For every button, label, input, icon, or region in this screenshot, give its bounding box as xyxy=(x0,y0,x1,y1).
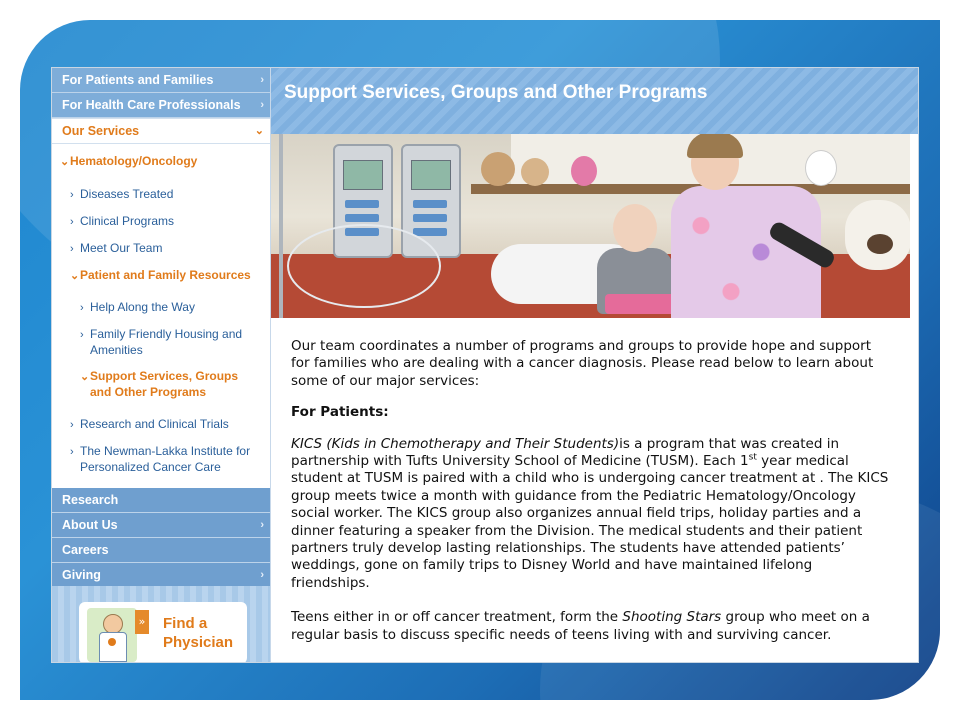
find-a-physician-promo xyxy=(52,586,270,662)
chevron-right-icon: › xyxy=(80,302,84,314)
nav-label: Our Services xyxy=(62,124,140,138)
kics-program-name: KICS (Kids in Chemotherapy and Their Students) xyxy=(291,435,620,452)
nav-bottom-group xyxy=(52,488,270,588)
nav-label: Hematology/Oncology xyxy=(70,154,198,168)
ordinal-suffix: st xyxy=(748,452,757,463)
chevron-right-icon: › xyxy=(260,74,264,86)
teens-text: Teens either in or off cancer treatment, form the xyxy=(291,609,623,626)
chevron-right-icon: › xyxy=(260,569,264,581)
kics-text: is a program that was created in partnership with Tufts University School of Medicine (TUSM). Each 1 xyxy=(291,435,840,470)
nav-support-services-current[interactable] xyxy=(80,369,238,400)
section-heading-for-patients: For Patients: xyxy=(291,404,389,421)
nav-label: Diseases Treated xyxy=(80,187,174,201)
chevron-down-icon: ⌄ xyxy=(70,270,80,282)
chevron-right-icon: › xyxy=(80,329,84,341)
double-chevron-right-icon: » xyxy=(135,610,149,634)
nav-clinical-programs[interactable] xyxy=(70,214,174,228)
chevron-right-icon: › xyxy=(70,446,74,458)
nav-label: Clinical Programs xyxy=(80,214,175,228)
intro-paragraph: Our team coordinates a number of programs and groups to provide hope and support for families who are dealing with a cancer diagnosis. Please read below to learn about some of our major services: xyxy=(291,338,874,389)
nav-label-line2: Personalized Cancer Care xyxy=(80,460,221,474)
chevron-right-icon: › xyxy=(260,99,264,111)
nav-research-and-clinical-trials[interactable] xyxy=(70,417,229,431)
page-header xyxy=(271,68,918,134)
main-content xyxy=(271,68,918,662)
nav-newman-lakka-institute[interactable] xyxy=(70,444,250,475)
iv-pole xyxy=(279,134,283,318)
teddy-bear-icon xyxy=(481,152,515,186)
nav-label: Research xyxy=(62,493,119,507)
nav-label: Family Friendly Housing and xyxy=(90,327,243,341)
nav-meet-our-team[interactable] xyxy=(70,241,162,255)
nurse xyxy=(671,136,821,318)
teddy-bear-icon xyxy=(521,158,549,186)
nav-label-line2: and Other Programs xyxy=(90,385,207,399)
chevron-down-icon: ⌄ xyxy=(254,125,264,137)
find-a-physician-label xyxy=(163,614,247,652)
nav-family-friendly-housing[interactable] xyxy=(80,327,242,358)
promo-line1: Find a xyxy=(163,615,208,632)
nav-research[interactable] xyxy=(52,488,270,513)
nav-label: Patient and Family Resources xyxy=(80,268,251,282)
chevron-right-icon: › xyxy=(70,419,74,431)
plush-sheep-icon xyxy=(845,200,910,270)
nav-label: Help Along the Way xyxy=(90,300,195,314)
nav-label: Giving xyxy=(62,568,101,582)
article-body xyxy=(291,338,891,644)
chevron-right-icon: › xyxy=(70,243,74,255)
child-patient xyxy=(587,204,683,314)
teens-text-cont: group who meet on a regular basis to discuss specific needs of teens living with and surviving cancer. xyxy=(291,609,870,643)
nav-label: The Newman-Lakka Institute for xyxy=(80,444,251,458)
find-a-physician-button[interactable] xyxy=(79,602,247,663)
nav-label: Meet Our Team xyxy=(80,241,163,255)
promo-line2: Physician xyxy=(163,634,234,651)
nav-diseases-treated[interactable] xyxy=(70,187,173,201)
nav-help-along-the-way[interactable] xyxy=(80,300,195,314)
chevron-right-icon: › xyxy=(70,189,74,201)
nav-hematology-oncology[interactable] xyxy=(60,154,197,168)
chevron-down-icon: ⌄ xyxy=(80,371,90,383)
nav-our-services[interactable] xyxy=(52,118,270,144)
nav-careers[interactable] xyxy=(52,538,270,563)
nav-label: Support Services, Groups xyxy=(90,369,239,383)
sidebar-nav xyxy=(52,68,271,662)
doctor-illustration-icon xyxy=(87,608,137,662)
nav-about-us[interactable] xyxy=(52,513,270,538)
nav-label: About Us xyxy=(62,518,118,532)
kics-text-cont: year medical student at TUSM is paired with a child who is undergoing cancer treatment at . The KICS group meets twice a month with guidance from the Pediatric Hematology/Oncology social worker. The KICS group also organizes annual field trips, holiday parties and a dinner featuring a speaker from the Division. The medical students and their patient partners truly develop lasting relationships. The students have attended patients’ weddings, gone on family trips to Disney World and have maintained lifelong friendships. xyxy=(291,453,889,591)
page-title: Support Services, Groups and Other Programs xyxy=(284,82,708,103)
nav-for-patients-and-families[interactable] xyxy=(52,68,270,93)
webpage-screenshot xyxy=(51,67,919,663)
nav-label: Research and Clinical Trials xyxy=(80,417,229,431)
chevron-right-icon: › xyxy=(260,519,264,531)
teens-paragraph xyxy=(291,609,891,644)
nav-label: For Patients and Families xyxy=(62,73,214,87)
nav-label: For Health Care Professionals xyxy=(62,98,241,112)
chevron-down-icon: ⌄ xyxy=(60,156,70,168)
chevron-right-icon: › xyxy=(70,216,74,228)
hero-photo xyxy=(271,134,910,318)
iv-tubing xyxy=(287,224,441,308)
shooting-stars-name: Shooting Stars xyxy=(622,609,722,626)
nav-for-health-care-professionals[interactable] xyxy=(52,93,270,118)
nav-label: Careers xyxy=(62,543,109,557)
nav-label-line2: Amenities xyxy=(90,343,143,357)
kics-paragraph xyxy=(291,436,891,593)
nav-patient-and-family-resources[interactable] xyxy=(70,268,251,282)
nav-giving[interactable] xyxy=(52,563,270,588)
plush-toy-icon xyxy=(571,156,597,186)
